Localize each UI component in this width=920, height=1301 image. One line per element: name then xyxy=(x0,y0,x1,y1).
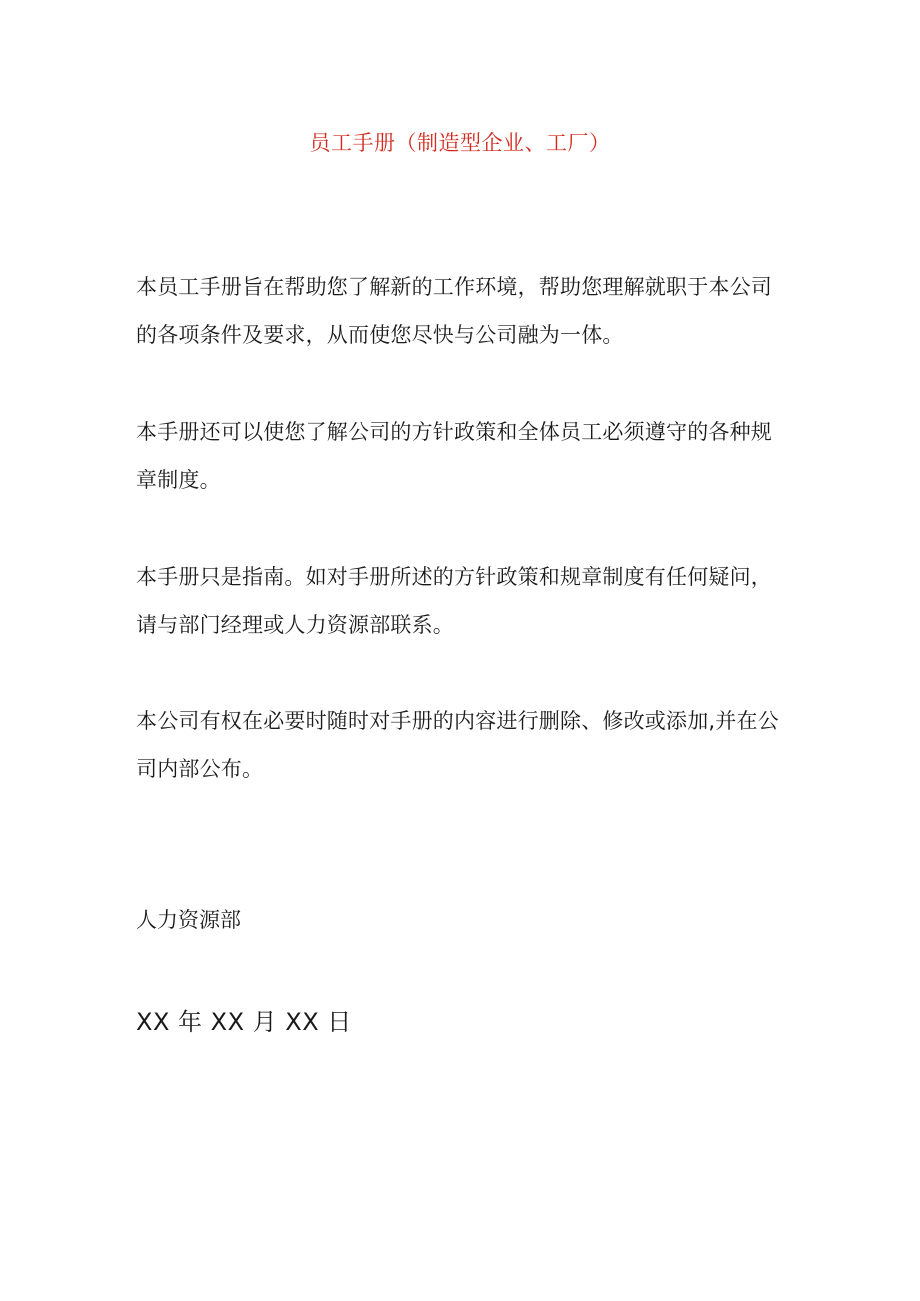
paragraph-line: 的各项条件及要求，从而使您尽快与公司融为一体。 xyxy=(136,323,624,347)
document-title: 员工手册（制造型企业、工厂） xyxy=(309,131,611,155)
signature-department: 人力资源部 xyxy=(136,908,241,932)
paragraph-line: 本手册只是指南。如对手册所述的方针政策和规章制度有任何疑问， xyxy=(136,565,772,589)
paragraph-line: 本公司有权在必要时随时对手册的内容进行删除、修改或添加,并在公 xyxy=(136,709,779,733)
paragraph-line: 请与部门经理或人力资源部联系。 xyxy=(136,613,454,637)
paragraph-line: 司内部公布。 xyxy=(136,757,264,781)
document-date: XX 年 XX 月 XX 日 xyxy=(136,1008,352,1036)
paragraph-line: 本员工手册旨在帮助您了解新的工作环境，帮助您理解就职于本公司 xyxy=(136,275,772,299)
paragraph-guide xyxy=(136,553,796,649)
paragraph-intro xyxy=(136,263,796,359)
paragraph-line: 本手册还可以使您了解公司的方针政策和全体员工必须遵守的各种规 xyxy=(136,420,772,444)
paragraph-rights xyxy=(136,697,796,793)
paragraph-line: 章制度。 xyxy=(136,468,221,492)
paragraph-policies xyxy=(136,408,796,504)
